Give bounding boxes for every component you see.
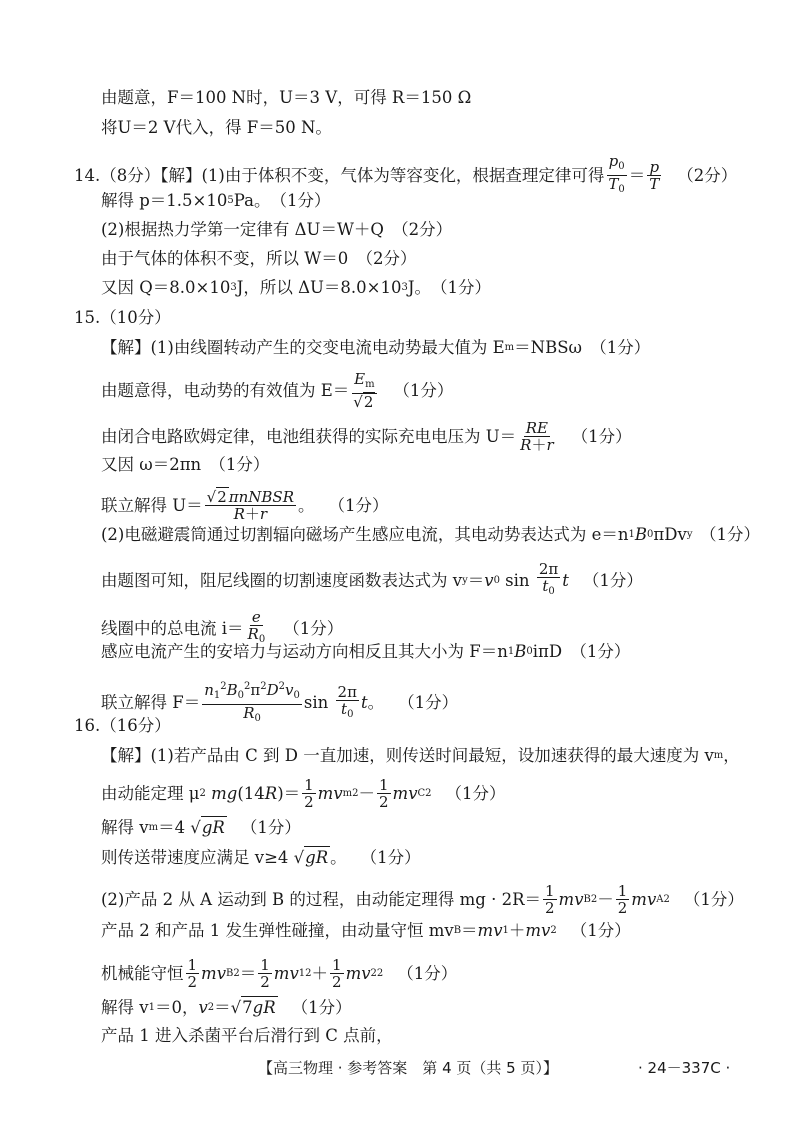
- q14-line-b: (2)根据热力学第一定律有 ΔU＝W＋Q （2分）: [101, 220, 453, 239]
- q15-line-a: 【解】(1)由线圈转动产生的交变电流电动势最大值为 E m ＝NBSω （1分）: [101, 338, 651, 357]
- q16-line-f: 产品 2 和产品 1 发生弹性碰撞，由动量守恒 mv B ＝ mv 1 ＋ mv 2 （1分）: [101, 921, 631, 940]
- q15-line-j: 联立解得 F＝ $\frac{n_1^2B_0^2\pi^2D^2v_0}{R_0}$ sin $\frac{2\pi}{t_0}$ t 。 （1分）: [101, 681, 459, 724]
- q15-line-h: 线圈中的总电流 i＝ $\frac{e}{R_0}$ （1分）: [101, 608, 344, 645]
- q16-line-d: 则传送带速度应满足 v≥4 √ gR 。 （1分）: [101, 847, 421, 867]
- q15-line-c: 由闭合电路欧姆定律，电池组获得的实际充电电压为 U＝ $\frac{RE}{R+r}$ （1分）: [101, 419, 632, 454]
- q16-line-h: 解得 v 1 ＝0， v 2 ＝√ 7gR （1分）: [101, 997, 352, 1017]
- q15-line-b: 由题意得，电动势的有效值为 E＝ $\frac{E_m}{√2}$ （1分）: [101, 370, 454, 411]
- q15-line-g: 由题图可知，阻尼线圈的切割速度函数表达式为 v y ＝ v 0 sin $\frac{2\pi}{t_0}$ t （1分）: [101, 560, 643, 597]
- q16-line-i: 产品 1 进入杀菌平台后滑行到 C 点前，: [101, 1026, 393, 1045]
- q14-line-c: 由于气体的体积不变，所以 W＝0 （2分）: [101, 249, 417, 268]
- footer-code: · 24－337C ·: [638, 1059, 731, 1077]
- line-r-value: 由题意，F＝100 N时，U＝3 V，可得 R＝150 Ω: [101, 88, 472, 107]
- q14-line-a: 解得 p＝1.5×10 5 Pa。 （1分）: [101, 191, 331, 210]
- page-footer: [0, 1057, 800, 1079]
- q16-heading: 16.（16分）: [74, 716, 171, 735]
- q14-heading: 14.（8分）【解】(1)由于体积不变，气体为等容变化，根据查理定律可得 $\frac{p_0}{T_0}$ ＝ $\frac{p}{T}$ （2分）: [74, 152, 738, 195]
- q15-line-d: 又因 ω＝2πn （1分）: [101, 455, 270, 474]
- q15-line-e: 联立解得 U＝ $\frac{\text{√2 πnNBSR}}{R+r}$ 。 （1分）: [101, 488, 389, 523]
- q15-line-i: 感应电流产生的安培力与运动方向相反且其大小为 F＝n 1 B 0 iπD （1分）: [101, 642, 631, 661]
- q16-line-a: 【解】(1)若产品由 C 到 D 一直加速，则传送时间最短，设加速获得的最大速度为 v m ，: [101, 746, 740, 765]
- q16-line-e: (2)产品 2 从 A 运动到 B 的过程，由动能定理得 mg · 2R＝ $\frac{1}{2}$ mv B 2 － $\frac{1}{2}$ mv A 2 （1分）: [101, 882, 744, 917]
- q16-line-b: 由动能定理 μ 2 mg (14 R )＝ $\frac{1}{2}$ mv m 2 － $\frac{1}{2}$ mv C 2 （1分）: [101, 776, 506, 811]
- line-f-value: 将U＝2 V代入，得 F＝50 N。: [101, 118, 332, 137]
- q16-line-g: 机械能守恒 $\frac{1}{2}$ mv B 2 ＝ $\frac{1}{2}$ mv 1 2 ＋ $\frac{1}{2}$ mv 2 2 （1分）: [101, 956, 458, 991]
- footer-title: 【高三物理 · 参考答案 第 4 页（共 5 页）】: [258, 1059, 558, 1077]
- q14-line-d: 又因 Q＝8.0×10 3 J，所以 ΔU＝8.0×10 3 J。 （1分）: [101, 278, 491, 297]
- q15-line-f: (2)电磁避震筒通过切割辐向磁场产生感应电流，其电动势表达式为 e＝n 1 B 0 πDv y （1分）: [101, 525, 760, 544]
- q15-heading: 15.（10分）: [74, 308, 171, 327]
- q16-line-c: 解得 v m ＝4 √ gR （1分）: [101, 817, 301, 837]
